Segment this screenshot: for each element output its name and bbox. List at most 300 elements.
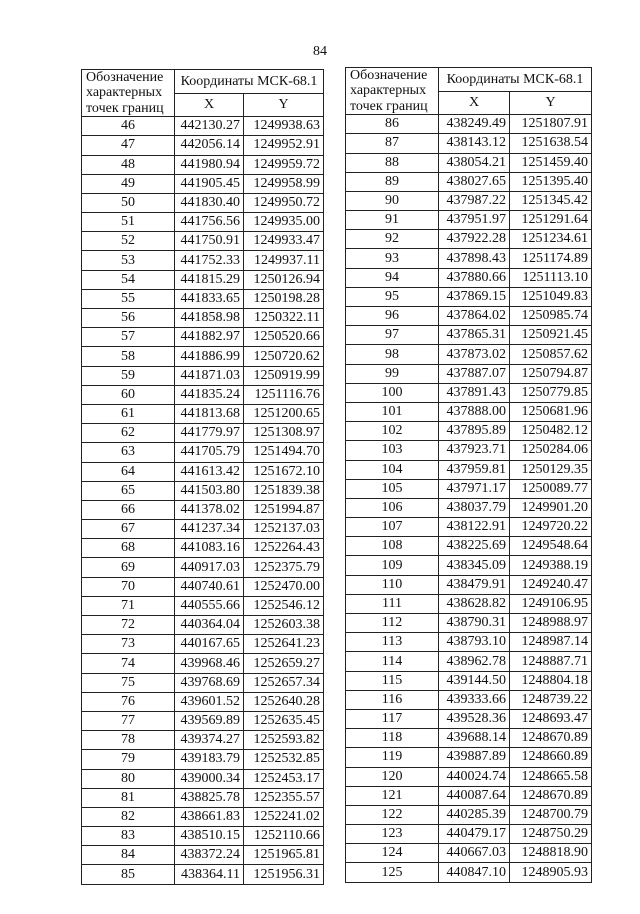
point-number-cell: 55 (82, 289, 175, 308)
y-coordinate-cell: 1252546.12 (244, 596, 324, 615)
point-number-cell: 46 (82, 117, 175, 136)
y-coordinate-cell: 1251994.87 (244, 500, 324, 519)
point-number-cell: 99 (346, 364, 439, 383)
table-row (346, 383, 592, 402)
table-body-right (346, 115, 592, 883)
y-coordinate-cell: 1248665.58 (510, 767, 592, 786)
x-coordinate-cell: 439333.66 (439, 690, 510, 709)
y-coordinate-cell: 1249937.11 (244, 251, 324, 270)
point-number-cell: 115 (346, 671, 439, 690)
table-row (82, 711, 324, 730)
point-number-cell: 118 (346, 729, 439, 748)
table-row (82, 481, 324, 500)
y-coordinate-cell: 1248750.29 (510, 825, 592, 844)
point-number-cell: 106 (346, 498, 439, 517)
y-coordinate-cell: 1251395.40 (510, 172, 592, 191)
table-row (346, 652, 592, 671)
x-coordinate-cell: 440167.65 (175, 635, 244, 654)
table-row (82, 251, 324, 270)
y-coordinate-cell: 1248988.97 (510, 614, 592, 633)
point-number-cell: 59 (82, 366, 175, 385)
table-row (82, 193, 324, 212)
table-row (82, 539, 324, 558)
y-coordinate-cell: 1252657.34 (244, 673, 324, 692)
point-number-cell: 121 (346, 786, 439, 805)
y-coordinate-cell: 1252640.28 (244, 692, 324, 711)
table-row (346, 537, 592, 556)
table-row (82, 827, 324, 846)
point-number-cell: 64 (82, 462, 175, 481)
x-coordinate-cell: 441871.03 (175, 366, 244, 385)
point-number-cell: 53 (82, 251, 175, 270)
x-coordinate-cell: 437951.97 (439, 211, 510, 230)
y-column-header: Y (244, 93, 324, 117)
table-row (346, 518, 592, 537)
x-coordinate-cell: 440285.39 (439, 805, 510, 824)
table-row (346, 767, 592, 786)
y-coordinate-cell: 1248804.18 (510, 671, 592, 690)
point-number-cell: 120 (346, 767, 439, 786)
x-coordinate-cell: 440667.03 (439, 844, 510, 863)
x-coordinate-cell: 437922.28 (439, 230, 510, 249)
table-row (346, 345, 592, 364)
x-coordinate-cell: 441779.97 (175, 424, 244, 443)
y-coordinate-cell: 1251200.65 (244, 404, 324, 423)
point-number-cell: 100 (346, 383, 439, 402)
table-row (82, 117, 324, 136)
y-coordinate-cell: 1249106.95 (510, 594, 592, 613)
table-row (82, 500, 324, 519)
point-number-cell: 117 (346, 709, 439, 728)
point-number-cell: 113 (346, 633, 439, 652)
x-coordinate-cell: 441830.40 (175, 193, 244, 212)
x-coordinate-cell: 440555.66 (175, 596, 244, 615)
table-row (346, 326, 592, 345)
y-coordinate-cell: 1252532.85 (244, 750, 324, 769)
table-row (82, 366, 324, 385)
table-row (346, 115, 592, 134)
point-number-cell: 93 (346, 249, 439, 268)
x-coordinate-cell: 438364.11 (175, 865, 244, 884)
point-number-cell: 103 (346, 441, 439, 460)
x-coordinate-cell: 437898.43 (439, 249, 510, 268)
x-coordinate-cell: 437869.15 (439, 287, 510, 306)
table-row (346, 556, 592, 575)
point-number-cell: 81 (82, 788, 175, 807)
x-coordinate-cell: 437865.31 (439, 326, 510, 345)
y-coordinate-cell: 1250198.28 (244, 289, 324, 308)
table-row (346, 594, 592, 613)
point-number-cell: 56 (82, 309, 175, 328)
table-row (346, 211, 592, 230)
x-coordinate-cell: 441756.56 (175, 213, 244, 232)
y-coordinate-cell: 1251174.89 (510, 249, 592, 268)
point-number-cell: 91 (346, 211, 439, 230)
point-number-cell: 50 (82, 193, 175, 212)
y-coordinate-cell: 1248887.71 (510, 652, 592, 671)
x-coordinate-cell: 438122.91 (439, 518, 510, 537)
table-row (82, 807, 324, 826)
x-coordinate-cell: 439000.34 (175, 769, 244, 788)
y-coordinate-cell: 1251234.61 (510, 230, 592, 249)
table-row (346, 575, 592, 594)
y-coordinate-cell: 1252375.79 (244, 558, 324, 577)
y-coordinate-cell: 1248818.90 (510, 844, 592, 863)
coordinates-header: Координаты МСК-68.1 (175, 70, 324, 94)
point-number-cell: 116 (346, 690, 439, 709)
point-number-cell: 69 (82, 558, 175, 577)
point-number-cell: 70 (82, 577, 175, 596)
y-coordinate-cell: 1248660.89 (510, 748, 592, 767)
point-number-cell: 90 (346, 191, 439, 210)
y-coordinate-cell: 1251965.81 (244, 846, 324, 865)
y-coordinate-cell: 1249950.72 (244, 193, 324, 212)
point-number-cell: 104 (346, 460, 439, 479)
x-coordinate-cell: 439528.36 (439, 709, 510, 728)
x-coordinate-cell: 442130.27 (175, 117, 244, 136)
y-coordinate-cell: 1250126.94 (244, 270, 324, 289)
x-coordinate-cell: 440024.74 (439, 767, 510, 786)
x-coordinate-cell: 441886.99 (175, 347, 244, 366)
point-number-cell: 60 (82, 385, 175, 404)
table-row (346, 191, 592, 210)
table-row (346, 748, 592, 767)
table-row (346, 364, 592, 383)
table-row (346, 307, 592, 326)
point-number-cell: 94 (346, 268, 439, 287)
y-coordinate-cell: 1252355.57 (244, 788, 324, 807)
y-coordinate-cell: 1250089.77 (510, 479, 592, 498)
y-coordinate-cell: 1250482.12 (510, 422, 592, 441)
point-number-cell: 76 (82, 692, 175, 711)
y-column-header: Y (510, 91, 592, 115)
x-coordinate-cell: 438790.31 (439, 614, 510, 633)
table-body-left (82, 117, 324, 885)
x-coordinate-cell: 437923.71 (439, 441, 510, 460)
point-number-cell: 47 (82, 136, 175, 155)
x-coordinate-cell: 441083.16 (175, 539, 244, 558)
table-row (346, 268, 592, 287)
x-coordinate-cell: 437987.22 (439, 191, 510, 210)
y-coordinate-cell: 1250284.06 (510, 441, 592, 460)
x-coordinate-cell: 440740.61 (175, 577, 244, 596)
table-row (346, 498, 592, 517)
y-coordinate-cell: 1250985.74 (510, 307, 592, 326)
y-coordinate-cell: 1251672.10 (244, 462, 324, 481)
point-number-cell: 86 (346, 115, 439, 134)
point-number-cell: 67 (82, 520, 175, 539)
point-number-cell: 95 (346, 287, 439, 306)
x-coordinate-cell: 441882.97 (175, 328, 244, 347)
x-coordinate-cell: 438479.91 (439, 575, 510, 594)
table-row (346, 786, 592, 805)
x-coordinate-cell: 440364.04 (175, 616, 244, 635)
point-number-cell: 83 (82, 827, 175, 846)
table-row (346, 422, 592, 441)
point-number-cell: 125 (346, 863, 439, 882)
table-row (346, 460, 592, 479)
y-coordinate-cell: 1250720.62 (244, 347, 324, 366)
x-coordinate-cell: 439183.79 (175, 750, 244, 769)
y-coordinate-cell: 1251116.76 (244, 385, 324, 404)
point-number-cell: 49 (82, 174, 175, 193)
point-number-cell: 66 (82, 500, 175, 519)
y-coordinate-cell: 1248905.93 (510, 863, 592, 882)
table-row (346, 441, 592, 460)
y-coordinate-cell: 1249901.20 (510, 498, 592, 517)
x-coordinate-cell: 439688.14 (439, 729, 510, 748)
table-row (346, 287, 592, 306)
x-coordinate-cell: 441905.45 (175, 174, 244, 193)
table-row (82, 136, 324, 155)
y-coordinate-cell: 1249959.72 (244, 155, 324, 174)
x-coordinate-cell: 438143.12 (439, 134, 510, 153)
x-coordinate-cell: 438628.82 (439, 594, 510, 613)
point-number-cell: 57 (82, 328, 175, 347)
x-coordinate-cell: 437895.89 (439, 422, 510, 441)
table-row (82, 769, 324, 788)
table-row (82, 865, 324, 884)
table-row (346, 172, 592, 191)
y-coordinate-cell: 1252453.17 (244, 769, 324, 788)
y-coordinate-cell: 1249935.00 (244, 213, 324, 232)
table-row (82, 635, 324, 654)
y-coordinate-cell: 1252470.00 (244, 577, 324, 596)
point-number-cell: 89 (346, 172, 439, 191)
x-coordinate-cell: 438037.79 (439, 498, 510, 517)
point-designation-header: Обозначение характерных точек границ (82, 70, 175, 117)
y-coordinate-cell: 1251113.10 (510, 268, 592, 287)
x-coordinate-cell: 437971.17 (439, 479, 510, 498)
y-coordinate-cell: 1251807.91 (510, 115, 592, 134)
table-row (346, 153, 592, 172)
table-row (82, 673, 324, 692)
x-coordinate-cell: 437873.02 (439, 345, 510, 364)
point-number-cell: 105 (346, 479, 439, 498)
x-coordinate-cell: 441815.29 (175, 270, 244, 289)
point-number-cell: 58 (82, 347, 175, 366)
y-coordinate-cell: 1248670.89 (510, 729, 592, 748)
point-number-cell: 98 (346, 345, 439, 364)
table-row (82, 404, 324, 423)
x-coordinate-cell: 439601.52 (175, 692, 244, 711)
y-coordinate-cell: 1249548.64 (510, 537, 592, 556)
x-coordinate-cell: 441858.98 (175, 309, 244, 328)
table-row (82, 289, 324, 308)
point-number-cell: 122 (346, 805, 439, 824)
y-coordinate-cell: 1249933.47 (244, 232, 324, 251)
coordinates-table-left (81, 69, 324, 885)
table-row (82, 309, 324, 328)
point-number-cell: 73 (82, 635, 175, 654)
x-coordinate-cell: 437864.02 (439, 307, 510, 326)
y-coordinate-cell: 1251956.31 (244, 865, 324, 884)
table-row (346, 633, 592, 652)
point-number-cell: 97 (346, 326, 439, 345)
y-coordinate-cell: 1252603.38 (244, 616, 324, 635)
x-coordinate-cell: 441237.34 (175, 520, 244, 539)
y-coordinate-cell: 1251494.70 (244, 443, 324, 462)
table-row (82, 788, 324, 807)
point-number-cell: 109 (346, 556, 439, 575)
table-row (82, 270, 324, 289)
x-coordinate-cell: 441378.02 (175, 500, 244, 519)
point-number-cell: 111 (346, 594, 439, 613)
table-row (82, 213, 324, 232)
table-row (346, 863, 592, 882)
point-number-cell: 112 (346, 614, 439, 633)
point-number-cell: 48 (82, 155, 175, 174)
table-row (82, 174, 324, 193)
point-number-cell: 79 (82, 750, 175, 769)
table-row (82, 520, 324, 539)
x-coordinate-cell: 441613.42 (175, 462, 244, 481)
table-row (346, 844, 592, 863)
x-coordinate-cell: 438027.65 (439, 172, 510, 191)
table-row (82, 443, 324, 462)
table-row (82, 616, 324, 635)
y-coordinate-cell: 1249388.19 (510, 556, 592, 575)
x-coordinate-cell: 438962.78 (439, 652, 510, 671)
x-coordinate-cell: 437888.00 (439, 402, 510, 421)
x-coordinate-cell: 439374.27 (175, 731, 244, 750)
table-row (82, 385, 324, 404)
table-row (82, 328, 324, 347)
table-row (82, 654, 324, 673)
x-coordinate-cell: 440917.03 (175, 558, 244, 577)
point-number-cell: 84 (82, 846, 175, 865)
point-number-cell: 87 (346, 134, 439, 153)
table-row (346, 402, 592, 421)
point-number-cell: 75 (82, 673, 175, 692)
y-coordinate-cell: 1252635.45 (244, 711, 324, 730)
y-coordinate-cell: 1251459.40 (510, 153, 592, 172)
x-coordinate-cell: 438225.69 (439, 537, 510, 556)
y-coordinate-cell: 1250921.45 (510, 326, 592, 345)
table-row (346, 729, 592, 748)
table-row (82, 577, 324, 596)
y-coordinate-cell: 1249958.99 (244, 174, 324, 193)
point-number-cell: 124 (346, 844, 439, 863)
point-number-cell: 71 (82, 596, 175, 615)
y-coordinate-cell: 1248739.22 (510, 690, 592, 709)
y-coordinate-cell: 1248987.14 (510, 633, 592, 652)
point-number-cell: 92 (346, 230, 439, 249)
x-coordinate-cell: 441833.65 (175, 289, 244, 308)
point-number-cell: 61 (82, 404, 175, 423)
x-coordinate-cell: 438372.24 (175, 846, 244, 865)
y-coordinate-cell: 1250129.35 (510, 460, 592, 479)
x-coordinate-cell: 441813.68 (175, 404, 244, 423)
x-coordinate-cell: 438345.09 (439, 556, 510, 575)
y-coordinate-cell: 1252659.27 (244, 654, 324, 673)
y-coordinate-cell: 1248670.89 (510, 786, 592, 805)
y-coordinate-cell: 1251291.64 (510, 211, 592, 230)
point-number-cell: 102 (346, 422, 439, 441)
y-coordinate-cell: 1250681.96 (510, 402, 592, 421)
y-coordinate-cell: 1251345.42 (510, 191, 592, 210)
table-row (82, 155, 324, 174)
table-row (346, 614, 592, 633)
point-number-cell: 80 (82, 769, 175, 788)
table-row (82, 750, 324, 769)
x-column-header: X (439, 91, 510, 115)
table-row (82, 596, 324, 615)
point-number-cell: 63 (82, 443, 175, 462)
y-coordinate-cell: 1251638.54 (510, 134, 592, 153)
table-row (82, 846, 324, 865)
y-coordinate-cell: 1249938.63 (244, 117, 324, 136)
y-coordinate-cell: 1250794.87 (510, 364, 592, 383)
x-coordinate-cell: 442056.14 (175, 136, 244, 155)
point-number-cell: 54 (82, 270, 175, 289)
y-coordinate-cell: 1252264.43 (244, 539, 324, 558)
point-number-cell: 77 (82, 711, 175, 730)
x-coordinate-cell: 441750.91 (175, 232, 244, 251)
y-coordinate-cell: 1250779.85 (510, 383, 592, 402)
table-row (346, 805, 592, 824)
point-number-cell: 88 (346, 153, 439, 172)
table-row (82, 462, 324, 481)
point-number-cell: 114 (346, 652, 439, 671)
x-coordinate-cell: 439144.50 (439, 671, 510, 690)
table-row (346, 690, 592, 709)
point-number-cell: 107 (346, 518, 439, 537)
y-coordinate-cell: 1252241.02 (244, 807, 324, 826)
x-coordinate-cell: 438825.78 (175, 788, 244, 807)
point-number-cell: 85 (82, 865, 175, 884)
y-coordinate-cell: 1249720.22 (510, 518, 592, 537)
x-coordinate-cell: 439768.69 (175, 673, 244, 692)
x-coordinate-cell: 440479.17 (439, 825, 510, 844)
table-row (82, 558, 324, 577)
y-coordinate-cell: 1248700.79 (510, 805, 592, 824)
x-coordinate-cell: 439968.46 (175, 654, 244, 673)
table-row (346, 230, 592, 249)
x-coordinate-cell: 438249.49 (439, 115, 510, 134)
table-row (346, 479, 592, 498)
table-row (346, 671, 592, 690)
table-row (346, 709, 592, 728)
point-number-cell: 52 (82, 232, 175, 251)
x-coordinate-cell: 439887.89 (439, 748, 510, 767)
coordinates-table-right (345, 67, 592, 883)
table-row (346, 249, 592, 268)
table-row (346, 825, 592, 844)
x-coordinate-cell: 438054.21 (439, 153, 510, 172)
table-row (82, 232, 324, 251)
point-number-cell: 68 (82, 539, 175, 558)
x-coordinate-cell: 438661.83 (175, 807, 244, 826)
y-coordinate-cell: 1252110.66 (244, 827, 324, 846)
x-coordinate-cell: 438510.15 (175, 827, 244, 846)
table-row (82, 424, 324, 443)
x-coordinate-cell: 440847.10 (439, 863, 510, 882)
y-coordinate-cell: 1249240.47 (510, 575, 592, 594)
y-coordinate-cell: 1250919.99 (244, 366, 324, 385)
x-coordinate-cell: 437891.43 (439, 383, 510, 402)
x-coordinate-cell: 441503.80 (175, 481, 244, 500)
point-number-cell: 78 (82, 731, 175, 750)
point-number-cell: 119 (346, 748, 439, 767)
table-row (82, 347, 324, 366)
x-coordinate-cell: 441705.79 (175, 443, 244, 462)
x-column-header: X (175, 93, 244, 117)
point-number-cell: 108 (346, 537, 439, 556)
point-number-cell: 123 (346, 825, 439, 844)
point-number-cell: 110 (346, 575, 439, 594)
point-number-cell: 62 (82, 424, 175, 443)
